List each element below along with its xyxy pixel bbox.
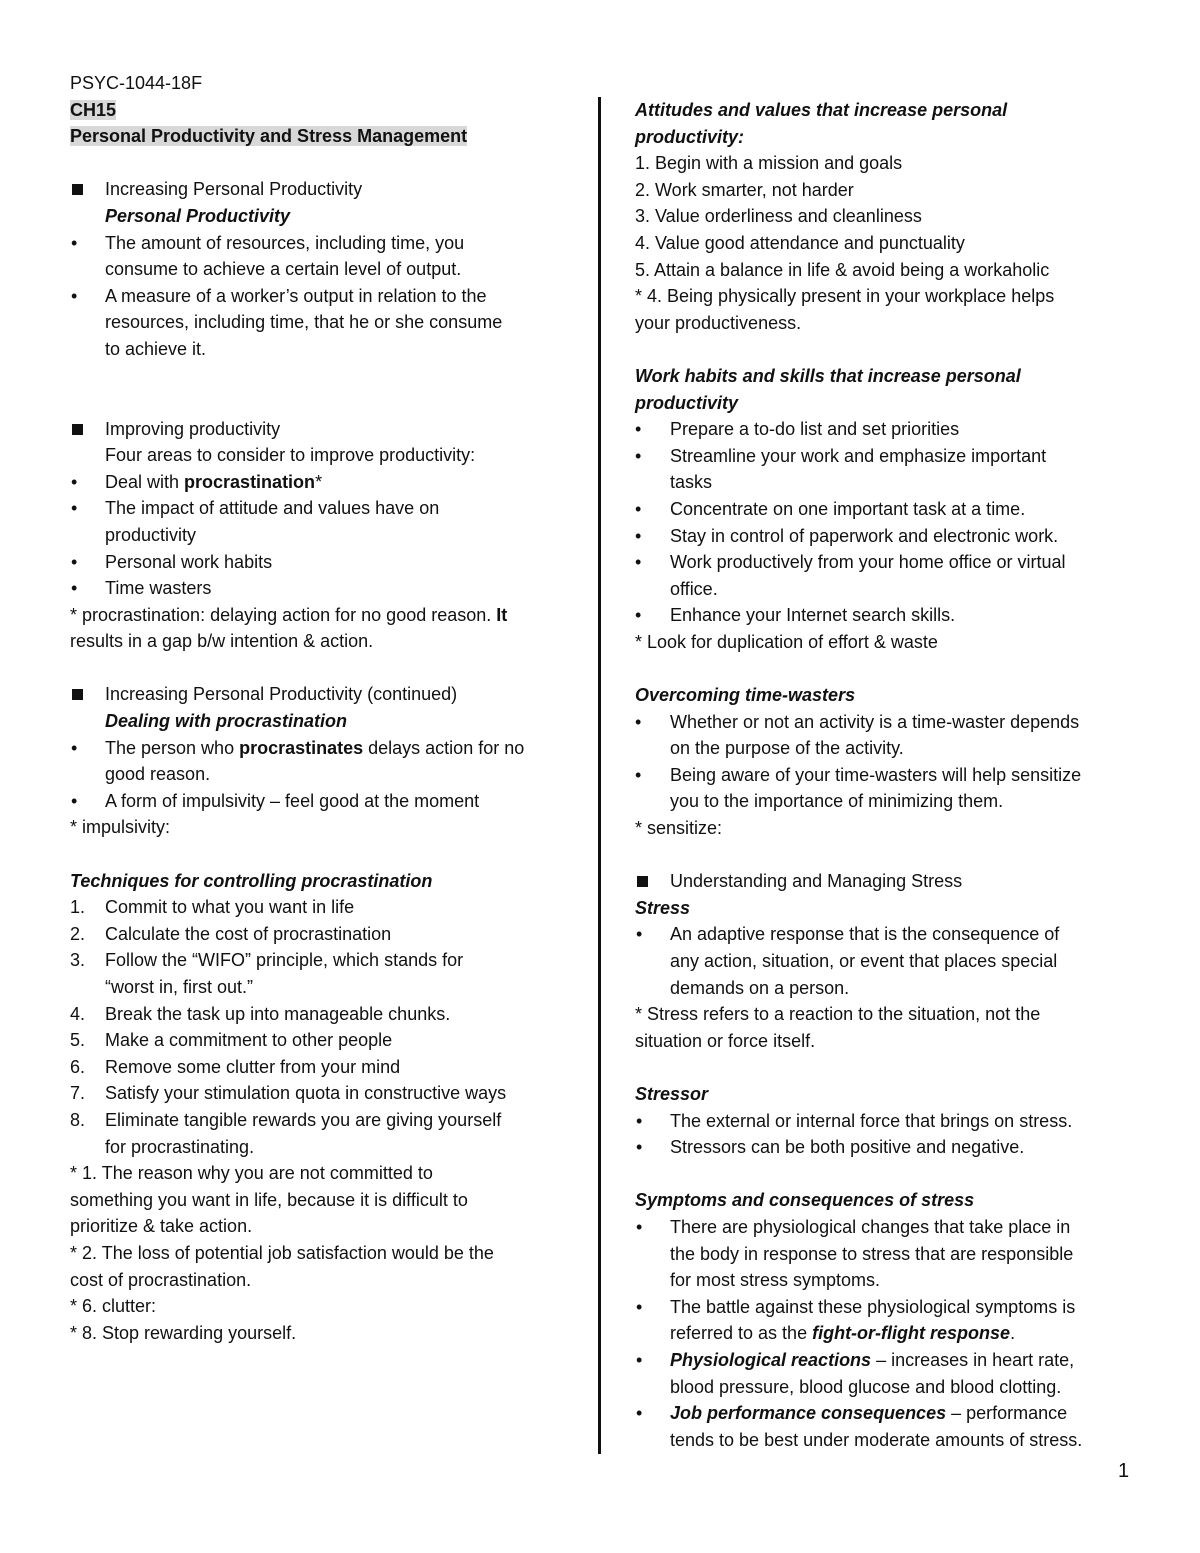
section-improving: Improving productivity — [70, 416, 570, 443]
note: * procrastination: delaying action for no good reason. It — [70, 604, 508, 625]
note: * Stress refers to a reaction to the situation, not the — [635, 1004, 1041, 1025]
list-number: 5. — [70, 1030, 86, 1051]
note-line: * 6. clutter: — [70, 1296, 157, 1317]
bullet-icon: • — [71, 578, 78, 599]
list-item: 2. Calculate the cost of procrastination — [70, 921, 570, 948]
list-item-cont: on the purpose of the activity. — [670, 738, 904, 759]
list-item: • The person who procrastinates delays action for no — [70, 735, 570, 762]
list-number: 2. — [70, 923, 86, 944]
list-item: 5. Make a commitment to other people — [70, 1027, 570, 1054]
bullet-icon: • — [71, 471, 78, 492]
list-number: 7. — [70, 1083, 86, 1104]
subheading-personal-productivity: Personal Productivity — [105, 205, 291, 226]
list-item: • The battle against these physiological symptoms is — [635, 1294, 1135, 1321]
list-item: 5. Attain a balance in life & avoid being a workaholic — [635, 259, 1050, 280]
list-item: • Concentrate on one important task at a time. — [635, 496, 1135, 523]
bullet-icon: • — [635, 764, 642, 785]
list-item-cont: office. — [670, 578, 718, 599]
list-item: • Stressors can be both positive and negative. — [635, 1134, 1135, 1161]
note-line: cost of procrastination. — [70, 1269, 252, 1290]
bullet-icon: • — [635, 605, 642, 626]
heading-techniques: Techniques for controlling procrastination — [70, 870, 433, 891]
subheading-four-areas: Four areas to consider to improve productivity: — [105, 445, 476, 466]
list-item: • Whether or not an activity is a time-waster depends — [635, 709, 1135, 736]
list-item: • Prepare a to-do list and set priorities — [635, 416, 1135, 443]
course-code: PSYC-1044-18F — [70, 73, 203, 93]
list-item-cont: you to the importance of minimizing them. — [670, 791, 1004, 812]
bullet-icon: • — [635, 552, 642, 573]
list-item: • Work productively from your home office or virtual — [635, 549, 1135, 576]
list-item: 3. Follow the “WIFO” principle, which stands for — [70, 947, 570, 974]
list-item: • The impact of attitude and values have on — [70, 495, 570, 522]
square-bullet-icon — [72, 184, 83, 195]
subheading-dealing: Dealing with procrastination — [105, 711, 348, 732]
note-line: something you want in life, because it is difficult to — [70, 1189, 468, 1210]
list-item: • Being aware of your time-wasters will help sensitize — [635, 762, 1135, 789]
bullet-icon: • — [635, 498, 642, 519]
list-item: • Time wasters — [70, 575, 570, 602]
bullet-icon: • — [71, 285, 78, 306]
work-habits-list — [635, 416, 1135, 629]
chapter-title: Personal Productivity and Stress Management — [70, 126, 468, 147]
list-item-cont: tasks — [670, 472, 713, 493]
note-line: prioritize & take action. — [70, 1216, 253, 1237]
list-item: 1. Commit to what you want in life — [70, 894, 570, 921]
note-line: * 2. The loss of potential job satisfaction would be the — [70, 1242, 494, 1263]
list-number: 6. — [70, 1056, 86, 1077]
note: * Look for duplication of effort & waste — [635, 631, 938, 652]
list-item: “worst in, first out.” — [105, 977, 254, 997]
list-item: • Job performance consequences – performance — [635, 1400, 1135, 1427]
section-continued: Increasing Personal Productivity (continued) — [70, 681, 570, 708]
techniques-list — [70, 894, 570, 1160]
square-bullet-icon — [637, 876, 648, 887]
bullet-icon: • — [636, 924, 643, 945]
chapter-label: CH15 — [70, 99, 117, 120]
list-item: 7. Satisfy your stimulation quota in constructive ways — [70, 1080, 570, 1107]
heading-stressor: Stressor — [635, 1083, 709, 1104]
list-item: • An adaptive response that is the consequence of — [635, 921, 1135, 948]
list-item: • Streamline your work and emphasize important — [635, 443, 1135, 470]
list-number: 3. — [70, 950, 86, 971]
list-item: 8. Eliminate tangible rewards you are giving yourself — [70, 1107, 570, 1134]
time-wasters-list — [635, 709, 1135, 815]
list-number: 8. — [70, 1109, 86, 1130]
bullet-icon: • — [636, 1216, 643, 1237]
bullet-icon: • — [635, 525, 642, 546]
heading-time-wasters: Overcoming time-wasters — [635, 685, 856, 706]
list-item: • There are physiological changes that take place in — [635, 1214, 1135, 1241]
list-item: • The amount of resources, including time, you — [70, 230, 570, 257]
list-number: 4. — [70, 1003, 86, 1024]
section-productivity: Increasing Personal Productivity — [70, 176, 570, 203]
bullet-icon: • — [71, 737, 78, 758]
square-bullet-icon — [72, 424, 83, 435]
list-item: * 4. Being physically present in your workplace helps — [635, 286, 1055, 307]
list-item: 4. Value good attendance and punctuality — [635, 232, 965, 253]
list-item: 1. Begin with a mission and goals — [635, 153, 903, 174]
list-item: 2. Work smarter, not harder — [635, 179, 854, 200]
heading-work-habits: Work habits and skills that increase personal — [635, 365, 1021, 386]
bullet-icon: • — [636, 1296, 643, 1317]
bullet-icon: • — [636, 1137, 643, 1158]
list-item: • A form of impulsivity – feel good at the moment — [70, 788, 570, 815]
attitudes-list — [635, 150, 1135, 336]
techniques-notes — [70, 1160, 570, 1346]
note-line: * 1. The reason why you are not committed to — [70, 1163, 433, 1184]
bullet-icon: • — [636, 1349, 643, 1370]
list-item: • Enhance your Internet search skills. — [635, 602, 1135, 629]
bullet-icon: • — [635, 711, 642, 732]
bullet-icon: • — [635, 419, 642, 440]
bullet-icon: • — [71, 790, 78, 811]
note: * impulsivity: — [70, 817, 171, 838]
note: * sensitize: — [635, 818, 723, 839]
note-line: * 8. Stop rewarding yourself. — [70, 1322, 297, 1343]
list-item: 6. Remove some clutter from your mind — [70, 1054, 570, 1081]
bullet-icon: • — [71, 498, 78, 519]
bullet-icon: • — [71, 551, 78, 572]
list-item: your productiveness. — [635, 312, 802, 333]
list-item: • A measure of a worker’s output in relation to the — [70, 283, 570, 310]
bullet-icon: • — [636, 1110, 643, 1131]
right-column: Attitudes and values that increase personal productivity: 1. Begin with a mission and goals 2. Work smarter, not harder 3. Value orderliness and cleanliness 4. Value good attendance and punctuality 5. Attain a balance in life & avoid being a workaholic * 4. Being physically present in your workplace helps your productiveness. Work habits and skills that increase personal productivity • Prepare a to-do list and set priorities • Streamline your work and emphasize important tasks • Concentrate on one important task at a time. • Stay in control of paperwork and electronic work. • Work productively from your home office or virtual office. • Enhance your Internet search skills. * Look for duplication of effort & waste Overcoming time-wasters • Whether or not an activity is a time-waster depends on the purpose of the activity. • Being aware of your time-wasters will help sensitize you to the importance of minimizing them. * sensitize: Understanding and Managing Stress Stress • An adaptive response that is the consequence of any action, situation, or event that places special demands on a person. * Stress refers to a reaction to the situation, not the situation or force itself. Stressor • The external or internal force that brings on stress. • Stressors can be both positive and negative. Symptoms and consequences of stress • There are physiological changes that take place in the body in response to stress that are responsible for most stress symptoms. • The battle against these physiological symptoms is referred to as the fight-or-flight response. • Physiological reactions – increases in heart rate, blood pressure, blood glucose and blood clotting. • Job performance consequences – performance tends to be best under moderate amounts of stress. — [635, 97, 1135, 1453]
list-item: • The external or internal force that brings on stress. — [635, 1108, 1135, 1135]
heading-stress: Stress — [635, 897, 691, 918]
list-item: • Physiological reactions – increases in heart rate, — [635, 1347, 1135, 1374]
bullet-icon: • — [636, 1403, 643, 1424]
heading-symptoms: Symptoms and consequences of stress — [635, 1190, 975, 1211]
bullet-icon: • — [635, 445, 642, 466]
bullet-icon: • — [71, 232, 78, 253]
list-number: 1. — [70, 897, 86, 918]
column-divider — [598, 97, 601, 1454]
list-item: for procrastinating. — [105, 1136, 255, 1157]
list-item: 3. Value orderliness and cleanliness — [635, 206, 922, 227]
list-item: • Stay in control of paperwork and electronic work. — [635, 523, 1135, 550]
page-number: 1 — [1118, 1460, 1130, 1482]
list-item: • Personal work habits — [70, 549, 570, 576]
left-column: PSYC-1044-18F CH15 Personal Productivity and Stress Management Increasing Personal Productivity Personal Productivity • The amount of resources, including time, you consume to achieve a certain level of output. • A measure of a worker’s output in relation to the resources, including time, that he or she consume to achieve it. Improving productivity Four areas to consider to improve productivity: • Deal with procrastination* • The impact of attitude and values have on productivity • Personal work habits • Time wasters * procrastination: delaying action for no good reason. It results in a gap b/w intention & action. Increasing Personal Productivity (continued) Dealing with procrastination • The person who procrastinates delays action for no good reason. • A form of impulsivity – feel good at the moment * impulsivity: Techniques for controlling procrastination 1. Commit to what you want in life 2. Calculate the cost of procrastination 3. Follow the “WIFO” principle, which stands for “worst in, first out.” 4. Break the task up into manageable chunks. 5. Make a commitment to other people 6. Remove some clutter from your mind 7. Satisfy your stimulation quota in constructive ways 8. Eliminate tangible rewards you are giving yourself for procrastinating. * 1. The reason why you are not committed to something you want in life, because it is difficult to prioritize & take action. * 2. The loss of potential job satisfaction would be the cost of procrastination. * 6. clutter: * 8. Stop rewarding yourself. — [70, 70, 570, 1346]
list-item: 4. Break the task up into manageable chunks. — [70, 1001, 570, 1028]
heading-attitudes: Attitudes and values that increase personal — [635, 100, 1008, 120]
list-item: • Deal with procrastination* — [70, 469, 570, 496]
section-stress: Understanding and Managing Stress — [635, 868, 1135, 895]
square-bullet-icon — [72, 689, 83, 700]
